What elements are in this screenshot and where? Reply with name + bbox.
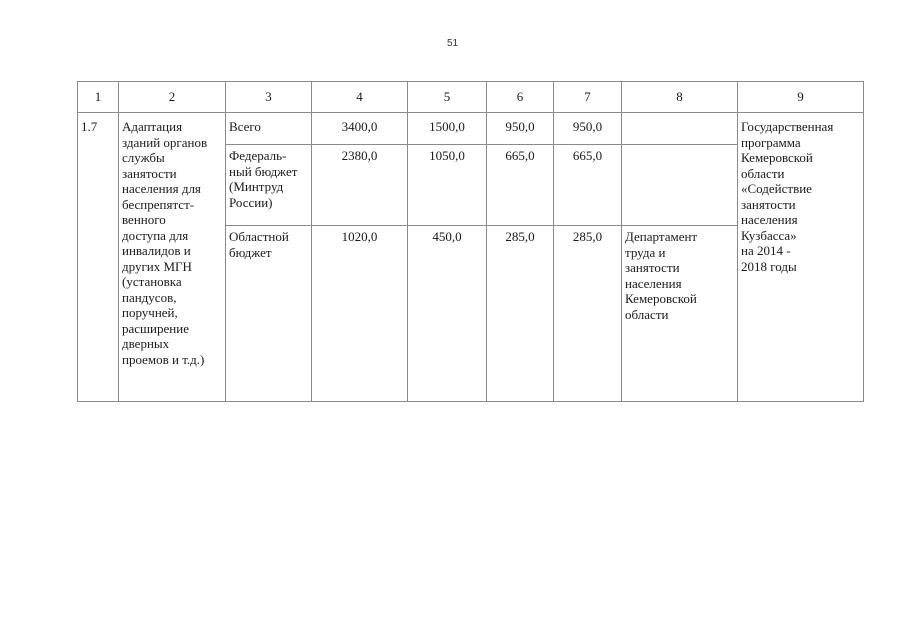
header-cell: 6 [487, 82, 554, 113]
value-cell: 1500,0 [408, 113, 487, 145]
executor-cell [622, 145, 738, 226]
header-cell: 7 [554, 82, 622, 113]
value-cell: 665,0 [554, 145, 622, 226]
header-cell: 4 [312, 82, 408, 113]
value-cell: 3400,0 [312, 113, 408, 145]
executor-cell: Департамент труда и занятости населения Кемеровской области [622, 226, 738, 402]
executor-cell [622, 113, 738, 145]
funding-source: Федераль- ный бюджет (Минтруд России) [226, 145, 312, 226]
header-cell: 2 [119, 82, 226, 113]
value-cell: 285,0 [487, 226, 554, 402]
table-header-row [78, 82, 864, 113]
value-cell: 950,0 [487, 113, 554, 145]
value-cell: 2380,0 [312, 145, 408, 226]
funding-source: Всего [226, 113, 312, 145]
page-number: 51 [446, 38, 459, 49]
value-cell: 450,0 [408, 226, 487, 402]
value-cell: 950,0 [554, 113, 622, 145]
measure-description: Адаптация зданий органов службы занятости населения для беспрепятст- венного доступа для инвалидов и других МГН (установка пандусов, поручней, расширение дверных проемов и т.д.) [119, 113, 226, 402]
value-cell: 665,0 [487, 145, 554, 226]
header-cell: 9 [738, 82, 864, 113]
header-cell: 1 [78, 82, 119, 113]
table-row-total [78, 113, 864, 145]
program-cell: Государственная программа Кемеровской области «Содействие занятости населения Кузбасса» на 2014 - 2018 годы [738, 113, 864, 402]
header-cell: 5 [408, 82, 487, 113]
value-cell: 1020,0 [312, 226, 408, 402]
header-cell: 3 [226, 82, 312, 113]
funding-table [77, 81, 864, 402]
value-cell: 285,0 [554, 226, 622, 402]
value-cell: 1050,0 [408, 145, 487, 226]
funding-source: Областной бюджет [226, 226, 312, 402]
header-cell: 8 [622, 82, 738, 113]
row-id: 1.7 [78, 113, 119, 402]
